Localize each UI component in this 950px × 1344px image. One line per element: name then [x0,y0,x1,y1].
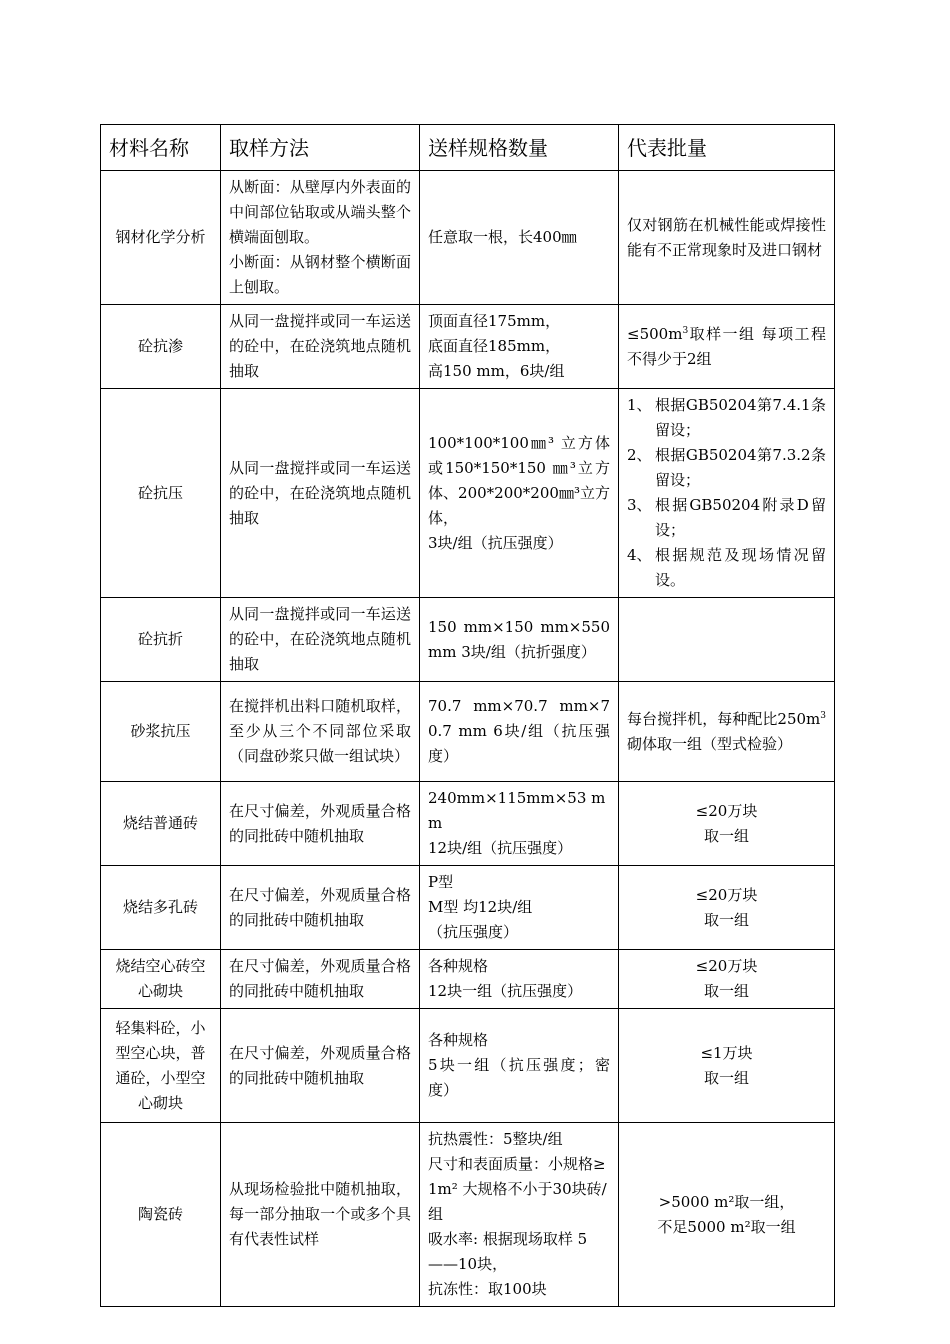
sampling-method [221,389,420,598]
material-name: 烧结多孔砖 [101,866,221,950]
batch-line: 取一组 [703,982,749,1000]
unit-exponent: 3 [820,710,826,721]
spec-quantity [420,389,619,598]
method-line: 在尺寸偏差，外观质量合格的同批砖中随机抽取 [229,957,411,1000]
batch-line: ≤20万块 [695,885,758,904]
list-number: 3、 [627,496,652,514]
table-row [101,950,835,1009]
material-name: 陶瓷砖 [101,1123,221,1307]
spec-line: 150 mm×150 mm×550 mm 3块/组（抗折强度） [428,617,610,661]
batch-line: ≤20万块 [695,801,758,820]
material-name: 砂浆抗压 [101,682,221,782]
batch-quantity [619,389,835,598]
list-text: 根据规范及现场情况留设。 [655,546,826,589]
header-row [101,125,835,171]
batch-quantity [619,1009,835,1123]
batch-line: 仅对钢筋在机械性能或焊接性能有不正常现象时及进口钢材 [627,215,826,259]
material-name: 烧结普通砖 [101,782,221,866]
spec-quantity [420,782,619,866]
spec-line: 抗冻性：取100块 [428,1280,547,1298]
spec-line: 5块一组（抗压强度；密度） [428,1056,610,1099]
method-line: 小断面：从钢材整个横断面上刨取。 [229,253,411,296]
sampling-table [100,124,835,1307]
spec-line: （抗压强度） [428,923,519,941]
table-row [101,682,835,782]
method-line: 在尺寸偏差，外观质量合格的同批砖中随机抽取 [229,1043,411,1087]
table-row [101,782,835,866]
list-item [627,543,826,593]
spec-quantity [420,1009,619,1123]
spec-line: 70.7 mm×70.7 mm×70.7 mm 6块/组（抗压强度） [428,697,610,765]
header-spec-quantity: 送样规格数量 [420,125,619,171]
batch-line: 取一组 [703,910,749,929]
spec-line: 高150 mm，6块/组 [428,362,565,380]
material-name: 砼抗压 [101,389,221,598]
header-sampling-method: 取样方法 [221,125,420,171]
batch-quantity [619,598,835,682]
method-line: 在搅拌机出料口随机取样，至少从三个不同部位采取（同盘砂浆只做一组试块） [229,697,411,765]
method-line: 在尺寸偏差，外观质量合格的同批砖中随机抽取 [229,885,411,929]
spec-line: 任意取一根，长400㎜ [428,228,577,246]
batch-text: 取样一组 每项工程不得少于2组 [627,324,826,368]
material-name: 砼抗渗 [101,305,221,389]
batch-line: >5000 m²取一组， [658,1192,795,1211]
method-line: 从同一盘搅拌或同一车运送的砼中，在砼浇筑地点随机抽取 [229,605,411,673]
batch-quantity [619,305,835,389]
table-row [101,1123,835,1307]
list-number: 1、 [627,396,652,414]
batch-quantity [619,866,835,950]
spec-line: 12块一组（抗压强度） [428,982,583,1000]
spec-line: P型 [428,873,454,891]
spec-line: M型 均12块/组 [428,898,533,916]
material-name: 烧结空心砖空心砌块 [101,950,221,1009]
batch-line: ≤20万块 [695,957,758,975]
spec-line: 吸水率: 根据现场取样 5——10块， [428,1230,588,1273]
material-name: 轻集料砼，小型空心块，普通砼，小型空心砌块 [101,1009,221,1123]
sampling-method [221,1009,420,1123]
batch-quantity [619,782,835,866]
table-row [101,1009,835,1123]
spec-line: 3块/组（抗压强度） [428,533,563,552]
method-line: 从断面：从壁厚内外表面的中间部位钻取或从端头整个横端面刨取。 [229,178,411,246]
material-name: 钢材化学分析 [101,171,221,305]
sampling-method [221,305,420,389]
header-batch: 代表批量 [619,125,835,171]
batch-line: 不足5000 m²取一组 [657,1217,796,1236]
list-item [627,493,826,543]
sampling-method [221,866,420,950]
batch-line: ≤1万块 [700,1043,753,1062]
spec-line: 各种规格 [428,1031,489,1049]
batch-text: ≤500m [627,324,683,343]
spec-line: 尺寸和表面质量：小规格≥1m² 大规格不小于30块砖/组 [428,1155,607,1223]
list-number: 2、 [627,446,652,464]
batch-quantity [619,682,835,782]
list-number: 4、 [627,546,652,564]
spec-line: 12块/组（抗压强度） [428,839,573,857]
spec-quantity [420,598,619,682]
table-row [101,305,835,389]
batch-quantity [619,1123,835,1307]
table-row [101,171,835,305]
table-row [101,389,835,598]
spec-line: 顶面直径175mm， [428,312,561,330]
spec-line: 抗热震性：5整块/组 [428,1130,563,1148]
sampling-method [221,782,420,866]
sampling-method [221,1123,420,1307]
list-text: 根据GB50204附录D留设； [655,496,826,539]
batch-quantity [619,950,835,1009]
list-item [627,393,826,443]
spec-quantity [420,950,619,1009]
spec-quantity [420,305,619,389]
batch-text: 每台搅拌机，每种配比250m [627,709,821,728]
spec-quantity [420,866,619,950]
spec-line: 240mm×115mm×53 mm [428,789,606,832]
batch-text: 砌体取一组（型式检验） [627,734,793,753]
header-material-name: 材料名称 [101,125,221,171]
method-line: 从同一盘搅拌或同一车运送的砼中，在砼浇筑地点随机抽取 [229,458,411,527]
spec-quantity [420,1123,619,1307]
sampling-method [221,598,420,682]
list-text: 根据GB50204第7.3.2条留设； [655,446,826,489]
spec-line: 底面直径185mm， [428,337,561,355]
method-line: 从同一盘搅拌或同一车运送的砼中，在砼浇筑地点随机抽取 [229,312,411,380]
table-row [101,598,835,682]
sampling-method [221,950,420,1009]
spec-line: 各种规格 [428,957,489,975]
spec-line: 100*100*100㎜³ 立方体或150*150*150 ㎜³立方体、200*200*200㎜³立方体， [428,433,610,527]
method-line: 从现场检验批中随机抽取，每一部分抽取一个或多个具有代表性试样 [229,1180,411,1248]
material-name: 砼抗折 [101,598,221,682]
table-row [101,866,835,950]
unit-exponent: 3 [682,325,689,336]
method-line: 在尺寸偏差，外观质量合格的同批砖中随机抽取 [229,801,411,845]
batch-quantity [619,171,835,305]
list-text: 根据GB50204第7.4.1条留设； [655,396,826,439]
list-item [627,443,826,493]
batch-line: 取一组 [703,826,749,845]
batch-rule-list [627,393,826,593]
spec-quantity [420,682,619,782]
batch-line: 取一组 [703,1068,749,1087]
sampling-method [221,171,420,305]
spec-quantity [420,171,619,305]
sampling-method [221,682,420,782]
